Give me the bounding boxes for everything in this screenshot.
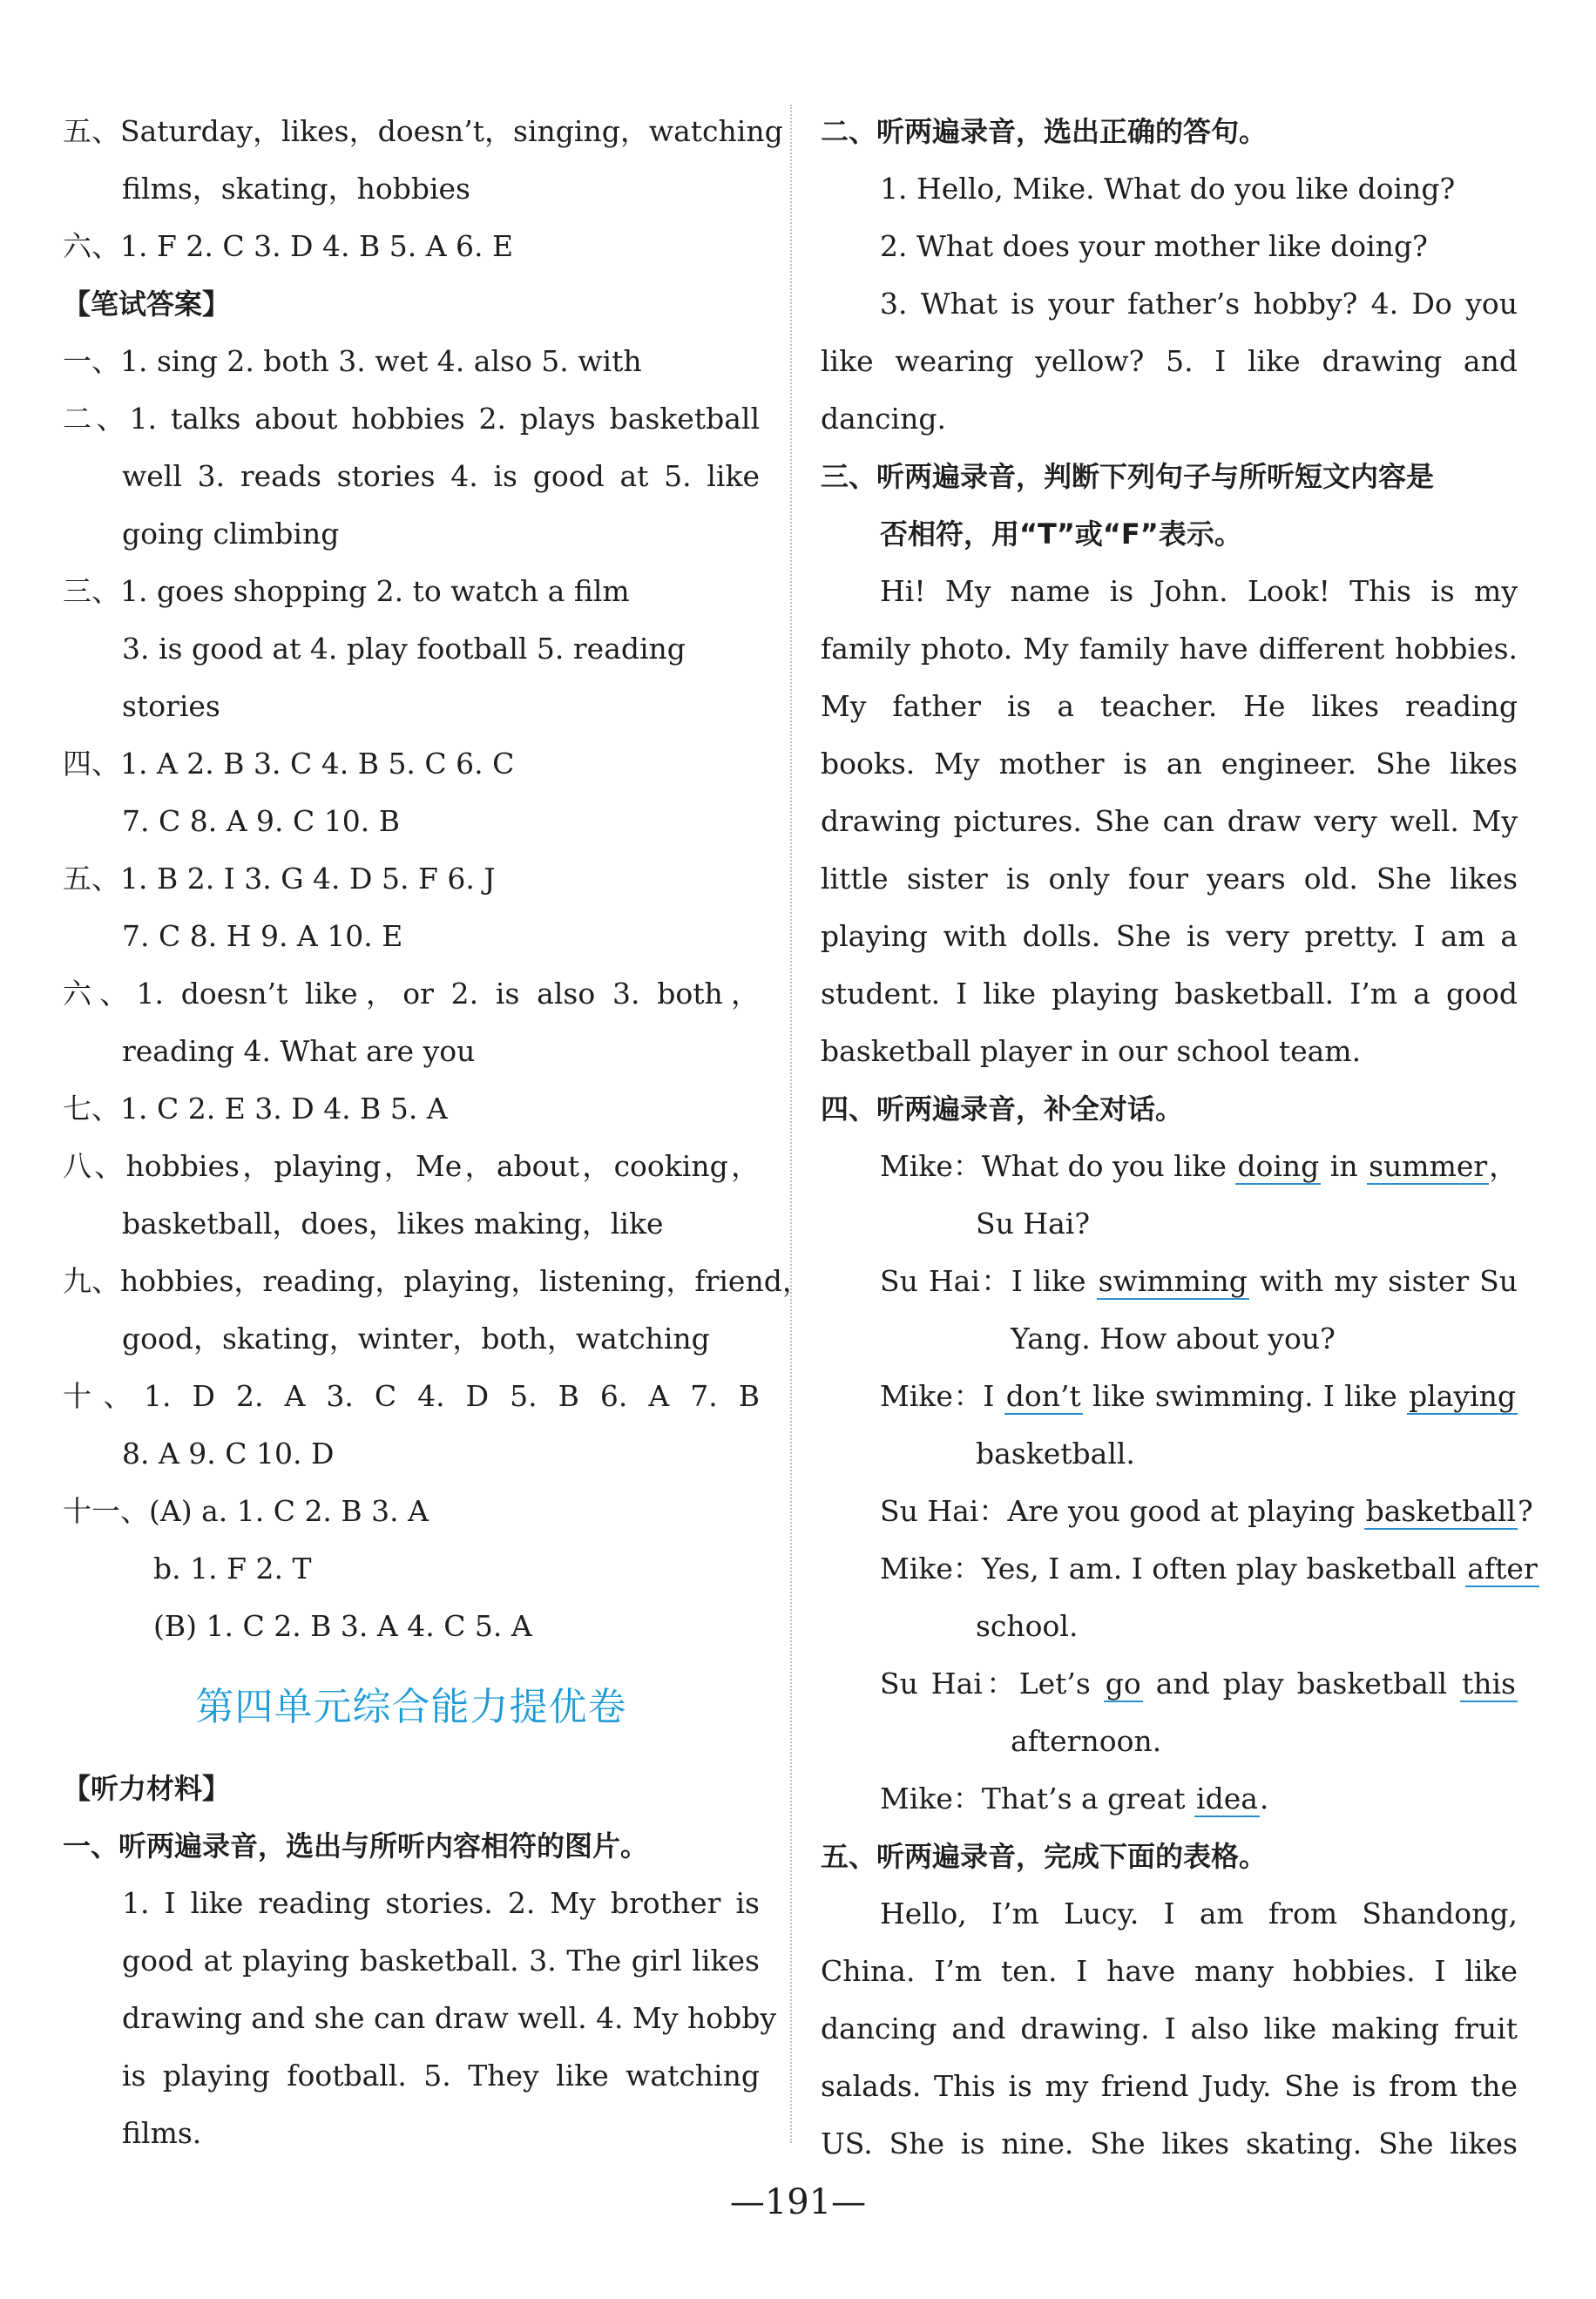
answer-line: reading 4. What are you xyxy=(122,1034,476,1068)
answer-line: 六、1. F 2. C 3. D 4. B 5. A 6. E xyxy=(63,229,514,263)
answer-line: 十一、(A) a. 1. C 2. B 3. A xyxy=(63,1494,429,1528)
dialogue-line: Yang. How about you? xyxy=(1011,1322,1336,1356)
passage-line: salads. This is my friend Judy. She is from the xyxy=(821,2069,1518,2103)
answer-line: 三、1. goes shopping 2. to watch a film xyxy=(63,574,630,608)
dialogue-text: ? xyxy=(1518,1494,1533,1528)
dialogue-text: like swimming. I like xyxy=(1092,1379,1397,1413)
passage-line: Hi! My name is John. Look! This is my xyxy=(880,574,1518,608)
dialogue-text: I like xyxy=(1011,1264,1086,1298)
question-heading: 一、听两遍录音，选出与所听内容相符的图片。 xyxy=(63,1829,649,1863)
question-heading: 二、听两遍录音，选出正确的答句。 xyxy=(821,115,1268,148)
passage-line: My father is a teacher. He likes reading xyxy=(821,689,1518,723)
script-line: 2. What does your mother like doing? xyxy=(880,229,1428,263)
script-line: 1. I like reading stories. 2. My brother is xyxy=(122,1886,760,1920)
speaker-suhai: Su Hai： xyxy=(880,1264,1011,1298)
answer-line: 3. is good at 4. play football 5. reading xyxy=(122,632,686,666)
speaker-suhai: Su Hai： xyxy=(880,1667,1019,1701)
question-heading: 四、听两遍录音，补全对话。 xyxy=(821,1092,1184,1126)
question-heading: 否相符，用“T”或“F”表示。 xyxy=(880,517,1242,551)
dialogue-line xyxy=(821,1483,1533,1540)
dialogue-line xyxy=(821,1770,1518,1828)
dialogue-text: and play basketball xyxy=(1155,1667,1448,1701)
answer-line: 7. C 8. A 9. C 10. B xyxy=(122,804,400,838)
speaker-mike: Mike： xyxy=(880,1149,982,1183)
answer-line: 8. A 9. C 10. D xyxy=(122,1437,335,1471)
dialogue-text: ， xyxy=(1489,1149,1518,1183)
question-heading: 三、听两遍录音，判断下列句子与所听短文内容是 xyxy=(821,460,1435,493)
dialogue-line xyxy=(821,1138,1518,1195)
answer-blank: after xyxy=(1467,1552,1538,1586)
script-line: films. xyxy=(122,2116,202,2150)
answer-line: 二、1. talks about hobbies 2. plays basketball xyxy=(63,402,760,436)
answer-line: (B) 1. C 2. B 3. A 4. C 5. A xyxy=(153,1609,532,1643)
answer-blank: idea xyxy=(1196,1782,1258,1816)
dialogue-line xyxy=(821,1368,1518,1425)
answer-line: 五、Saturday，likes，doesn’t，singing，watching xyxy=(63,114,783,148)
answer-line: 7. C 8. H 9. A 10. E xyxy=(122,919,403,953)
answer-line: 九、hobbies，reading，playing，listening，friend， xyxy=(63,1264,811,1298)
dialogue-line: basketball. xyxy=(976,1437,1135,1471)
written-answers-heading: 【笔试答案】 xyxy=(63,287,231,321)
answer-line: stories xyxy=(122,689,220,723)
passage-line: playing with dolls. She is very pretty. I am a xyxy=(821,919,1518,953)
speaker-mike: Mike： xyxy=(880,1379,984,1413)
passage-line: family photo. My family have different hobbies. xyxy=(821,632,1518,666)
dialogue-text: That’s a great xyxy=(981,1782,1186,1816)
passage-line: Hello, I’m Lucy. I am from Shandong, xyxy=(880,1897,1518,1930)
answer-line: 八、hobbies，playing，Me，about，cooking， xyxy=(63,1149,760,1183)
left-column xyxy=(63,103,811,2162)
dialogue-text: with my sister Su xyxy=(1259,1264,1518,1298)
answer-blank: go xyxy=(1105,1667,1141,1701)
listening-heading: 【听力材料】 xyxy=(63,1772,231,1805)
passage-line: China. I’m ten. I have many hobbies. I like xyxy=(821,1954,1518,1988)
dialogue-text: I xyxy=(983,1379,995,1413)
answer-line: basketball，does，likes making，like xyxy=(122,1207,664,1241)
answer-line: 七、1. C 2. E 3. D 4. B 5. A xyxy=(63,1092,448,1126)
dialogue-text: in xyxy=(1329,1149,1358,1183)
script-line: 1. Hello, Mike. What do you like doing? xyxy=(880,172,1456,206)
answer-blank: don’t xyxy=(1005,1379,1081,1413)
dialogue-text: . xyxy=(1259,1782,1269,1816)
dialogue-text: What do you like xyxy=(981,1149,1227,1183)
passage-line: student. I like playing basketball. I’m a good xyxy=(821,977,1518,1011)
passage-line: books. My mother is an engineer. She likes xyxy=(821,747,1518,781)
speaker-mike: Mike： xyxy=(880,1552,982,1586)
dialogue-line: afternoon. xyxy=(1011,1724,1162,1758)
answer-line: well 3. reads stories 4. is good at 5. like xyxy=(122,459,760,493)
script-line: 3. What is your father’s hobby? 4. Do you xyxy=(880,287,1518,321)
unit-title: 第四单元综合能力提优卷 xyxy=(195,1685,627,1729)
answer-blank: this xyxy=(1461,1667,1516,1701)
dialogue-line: school. xyxy=(976,1609,1079,1643)
script-line: good at playing basketball. 3. The girl likes xyxy=(122,1944,760,1978)
answer-line: 五、1. B 2. I 3. G 4. D 5. F 6. J xyxy=(63,862,496,896)
passage-line: drawing pictures. She can draw very well. My xyxy=(821,804,1518,838)
answer-line: going climbing xyxy=(122,517,340,551)
answer-blank: playing xyxy=(1409,1379,1516,1413)
answer-blank: summer xyxy=(1369,1149,1488,1183)
script-line: dancing. xyxy=(821,402,946,436)
passage-line: little sister is only four years old. She likes xyxy=(821,862,1518,896)
dialogue-text: Let’s xyxy=(1018,1667,1091,1701)
column-divider xyxy=(790,105,792,2143)
script-line: drawing and she can draw well. 4. My hobby xyxy=(122,2001,776,2035)
script-line: is playing football. 5. They like watching xyxy=(122,2059,760,2093)
answer-line: 六、1. doesn’t like，or 2. is also 3. both， xyxy=(63,977,760,1011)
passage-line: US. She is nine. She likes skating. She likes xyxy=(821,2127,1518,2160)
answer-line: 一、1. sing 2. both 3. wet 4. also 5. with xyxy=(63,344,642,378)
question-heading: 五、听两遍录音，完成下面的表格。 xyxy=(821,1840,1268,1873)
dialogue-line xyxy=(821,1655,1518,1713)
answer-line: films，skating，hobbies xyxy=(122,172,470,206)
right-column xyxy=(821,103,1538,2173)
speaker-mike: Mike： xyxy=(880,1782,982,1816)
speaker-suhai: Su Hai： xyxy=(880,1494,1008,1528)
answer-line: 四、1. A 2. B 3. C 4. B 5. C 6. C xyxy=(63,747,515,781)
dialogue-line xyxy=(821,1540,1538,1598)
passage-line: dancing and drawing. I also like making fruit xyxy=(821,2012,1518,2045)
dialogue-line: Su Hai? xyxy=(976,1207,1091,1241)
answer-line: good，skating，winter，both，watching xyxy=(122,1322,710,1356)
answer-blank: doing xyxy=(1237,1149,1320,1183)
dialogue-line xyxy=(821,1253,1518,1310)
answer-blank: basketball xyxy=(1365,1494,1517,1528)
answer-line: 十、1. D 2. A 3. C 4. D 5. B 6. A 7. B xyxy=(63,1379,760,1413)
passage-line: basketball player in our school team. xyxy=(821,1034,1362,1068)
dialogue-text: Yes, I am. I often play basketball xyxy=(981,1552,1457,1586)
dialogue-text: Are you good at playing xyxy=(1007,1494,1356,1528)
script-line: like wearing yellow? 5. I like drawing and xyxy=(821,344,1518,378)
page-number: —191— xyxy=(729,2182,867,2222)
answer-line: b. 1. F 2. T xyxy=(153,1552,312,1586)
answer-blank: swimming xyxy=(1098,1264,1248,1298)
